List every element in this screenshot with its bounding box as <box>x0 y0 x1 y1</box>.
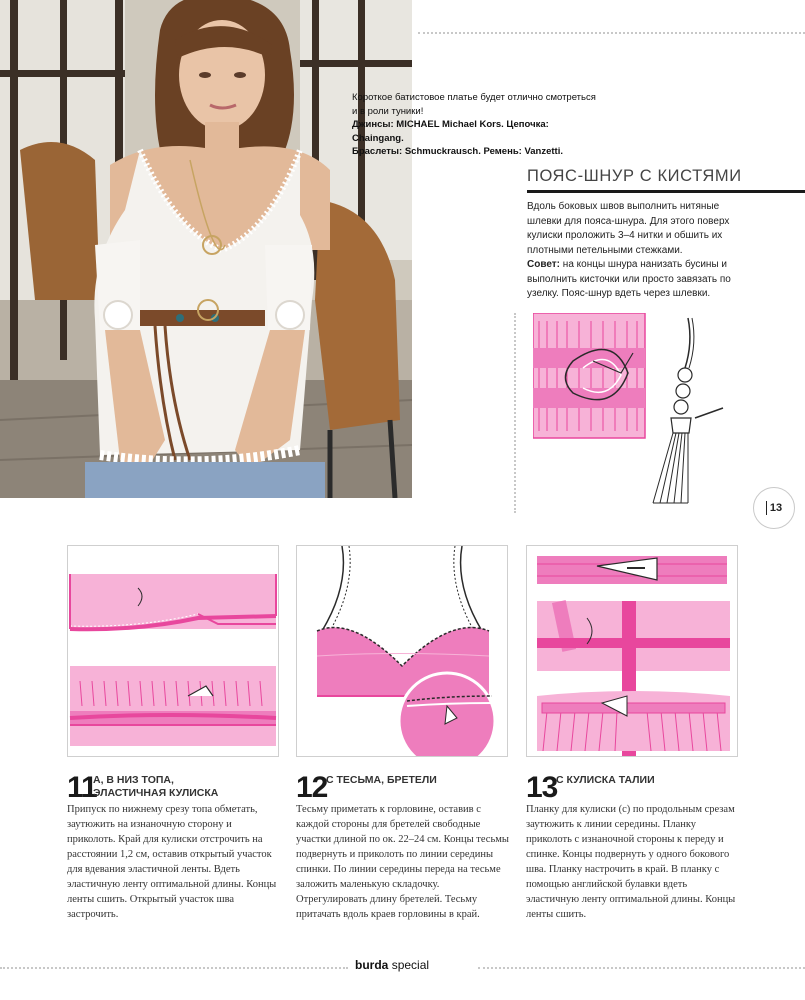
caption-credits-1: Джинсы: MICHAEL Michael Kors. Цепочка: Chaingang. <box>352 119 549 144</box>
cord-belt-illustration <box>533 313 733 508</box>
step-12-number: 12 <box>296 771 328 804</box>
step-11-header <box>67 771 282 804</box>
caption-line-1: Короткое батистовое платье будет отлично смотреться <box>352 92 596 103</box>
footer-brand-name: burda <box>355 958 389 972</box>
step-13-number: 13 <box>526 771 558 804</box>
page-number: 13 <box>769 502 783 514</box>
footer-brand <box>355 958 429 972</box>
step-11-text: Припуск по нижнему срезу топа обметать, заутюжить на изнаночную сторону и приколоть. Край для кулиски отстрочить на расстоянии 1,2 см, оставив открытый участок для вдевания эластичной ленты. Вдеть эластичную ленту оптимальной длины. Концы ленты сшить. Открытый участок шва застрочить. <box>67 804 277 920</box>
step-12-title-line-1: С ТЕСЬМА, БРЕТЕЛИ <box>326 774 437 786</box>
sidebar-tip-label: Совет: <box>527 259 561 270</box>
step-12-illustration <box>296 545 508 757</box>
step-11-title-line-2: ЭЛАСТИЧНАЯ КУЛИСКА <box>93 787 219 799</box>
sidebar-title: ПОЯС-ШНУР С КИСТЯМИ <box>527 167 742 185</box>
step-13-text: Планку для кулиски (с) по продольным срезам заутюжить к линии середины. Планку приколоть с изнаночной стороны к переду и спинке. Концы подвернуть у одного бокового шва. Планку настрочить в край. В планку с помощью английской булавки вдеть эластичную ленту оптимальной длины. Концы ленты сшить. <box>526 804 736 920</box>
sidebar-paragraph: Вдоль боковых швов выполнить нитяные шлевки для пояса-шнура. Для этого поверх кулиски проложить 3–4 нитки и обшить их плотными петельными стежками. <box>527 201 730 256</box>
sidebar-vertical-dots <box>514 313 516 513</box>
step-11-number: 11 <box>67 771 97 804</box>
step-13-title <box>556 774 655 787</box>
step-12-text: Тесьму приметать к горловине, оставив с каждой стороны для бретелей свободные участки длиной по ок. 22–24 см. Концы тесьмы подвернуть и приколоть по линии середины спинки. По линии середины переда на тесьме заложить маленькую складочку. Отрегулировать длину бретелей. Тесьму притачать вдоль краев горловины в край. <box>296 804 509 920</box>
step-11-title <box>93 774 218 800</box>
page-number-badge <box>753 487 795 529</box>
footer-brand-suffix: special <box>391 958 430 972</box>
footer-dotted-rule-right <box>478 967 805 969</box>
waist-casing-diagram <box>527 546 738 757</box>
fashion-photo <box>0 0 412 498</box>
step-13 <box>526 771 741 922</box>
model-photo-illustration <box>0 0 412 498</box>
step-11-illustration <box>67 545 279 757</box>
top-dotted-rule <box>418 32 805 34</box>
footer-dotted-rule-left <box>0 967 348 969</box>
photo-caption <box>352 91 602 159</box>
cord-belt-diagram <box>533 313 733 508</box>
trim-straps-diagram <box>297 546 508 757</box>
sidebar-rule <box>527 190 805 193</box>
step-11 <box>67 771 282 922</box>
step-13-title-line-1: С КУЛИСКА ТАЛИИ <box>556 774 655 786</box>
caption-line-2: и в роли туники! <box>352 105 424 117</box>
top-hem-casing-diagram <box>68 546 279 757</box>
step-12-header <box>296 771 511 804</box>
sidebar-text <box>527 200 742 302</box>
step-12 <box>296 771 511 922</box>
step-13-illustration <box>526 545 738 757</box>
sidebar-tip-text: на концы шнура нанизать бусины и выполнить кисточки или просто завязать по узелку. Пояс-шнур вдеть через шлевки. <box>527 259 731 299</box>
caption-credits-2: Браслеты: Schmuckrausch. Ремень: Vanzetti. <box>352 146 563 157</box>
step-12-title <box>326 774 437 787</box>
page-number-divider <box>766 501 767 515</box>
step-11-title-line-1: А, В НИЗ ТОПА, <box>93 774 174 786</box>
step-13-header <box>526 771 741 804</box>
